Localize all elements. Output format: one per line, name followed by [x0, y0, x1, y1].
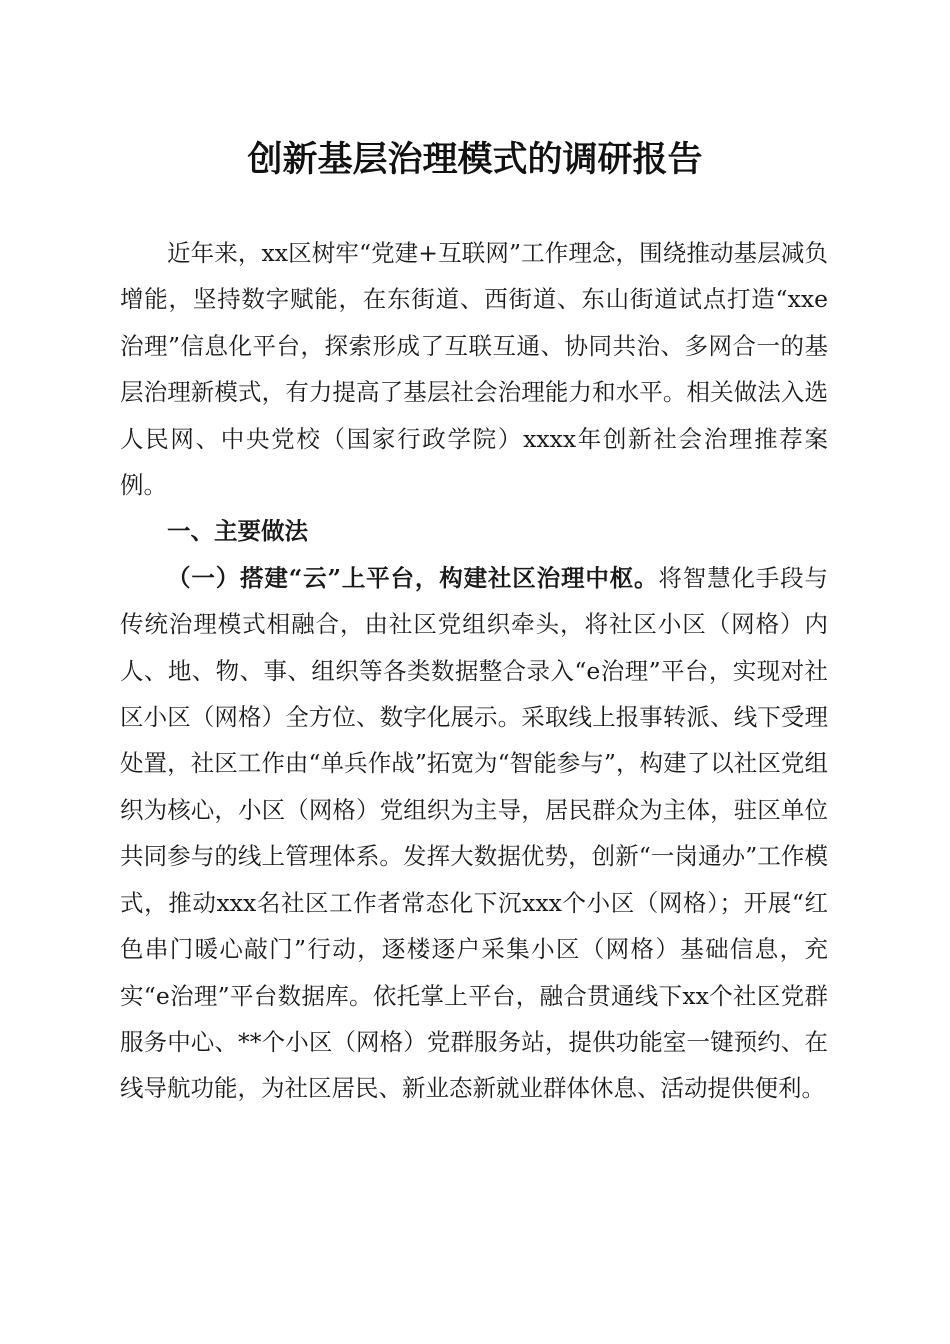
subsection-paragraph-1 — [120, 555, 828, 1112]
intro-paragraph: 近年来，xx区树牢“党建+互联网”工作理念，围绕推动基层减负增能，坚持数字赋能，在东街道、西街道、东山街道试点打造“xxe治理”信息化平台，探索形成了互联互通、协同共治、多网合一的基层治理新模式，有力提高了基层社会治理能力和水平。相关做法入选人民网、中央党校（国家行政学院）xxxx年创新社会治理推荐案例。 — [120, 239, 828, 500]
document-title: 创新基层治理模式的调研报告 — [247, 139, 703, 180]
subsection-lead: （一）搭建“云”上平台，构建社区治理中枢。 — [167, 563, 659, 592]
document-body — [120, 230, 828, 1112]
subsection-text: 将智慧化手段与传统治理模式相融合，由社区党组织牵头，将社区小区（网格）内人、地、物、事、组织等各类数据整合录入“e治理”平台，实现对社区小区（网格）全方位、数字化展示。采取线上报事转派、线下受理处置，社区工作由“单兵作战”拓宽为“智能参与”，构建了以社区党组织为核心，小区（网格）党组织为主导，居民群众为主体，驻区单位共同参与的线上管理体系。发挥大数据优势，创新“一岗通办”工作模式，推动xxx名社区工作者常态化下沉xxx个小区（网格）；开展“红色串门暖心敲门”行动，逐楼逐户采集小区（网格）基础信息，充实“e治理”平台数据库。依托掌上平台，融合贯通线下xx个社区党群服务中心、**个小区（网格）党群服务站，提供功能室一键预约、在线导航功能，为社区居民、新业态新就业群体休息、活动提供便利。 — [120, 563, 828, 1103]
section-heading-main-practices: 一、主要做法 — [167, 517, 308, 546]
